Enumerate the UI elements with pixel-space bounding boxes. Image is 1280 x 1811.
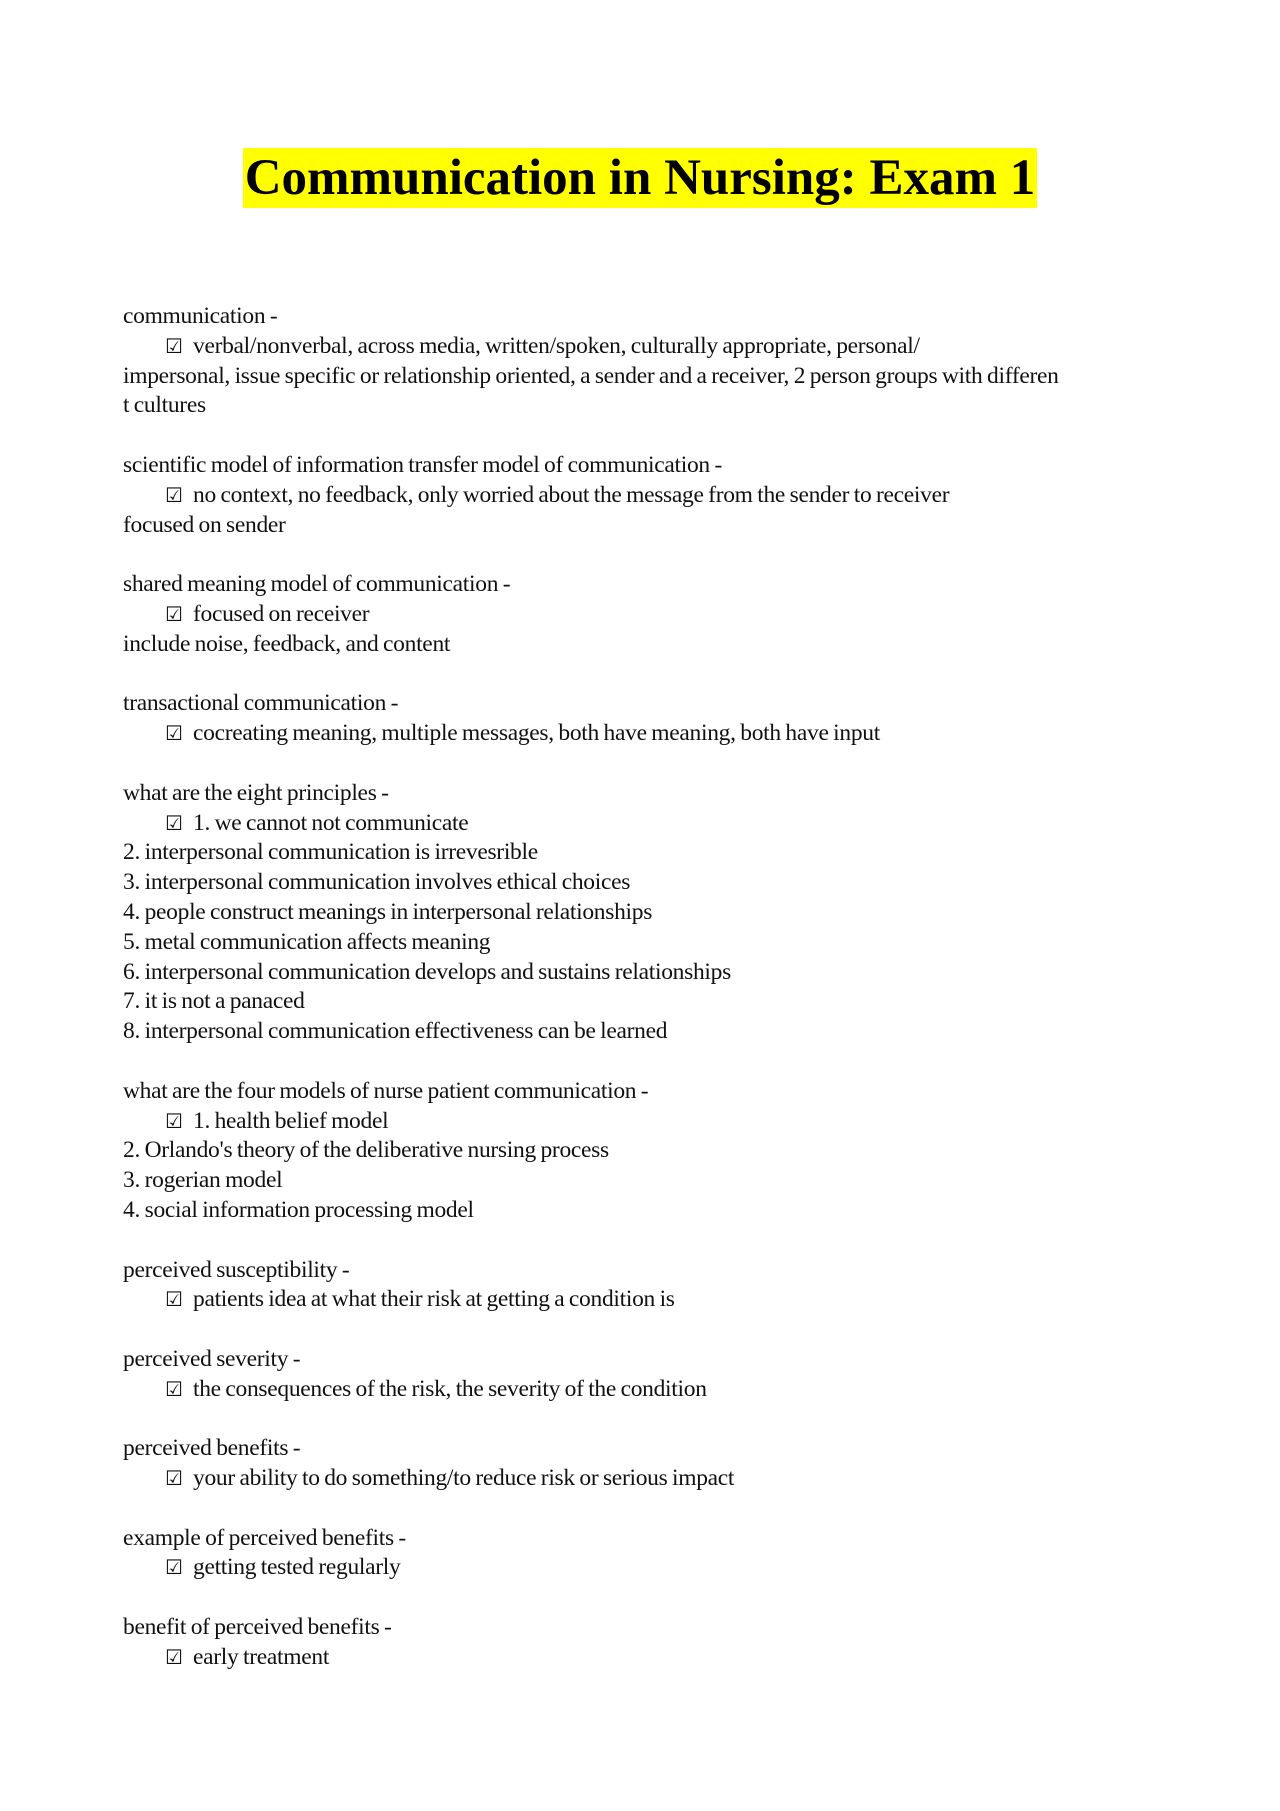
flashcard — [123, 779, 1173, 1047]
checkbox-checked-icon: ☑ — [165, 1555, 183, 1580]
flashcard — [123, 1345, 1173, 1405]
flashcard — [123, 570, 1173, 659]
flashcard-answer-text: no context, no feedback, only worried about the message from the sender to receiver — [193, 481, 950, 508]
flashcard-answer-first-line — [123, 1643, 1173, 1673]
flashcard-answer-text: your ability to do something/to reduce risk or serious impact — [193, 1465, 735, 1492]
flashcard-term: communication - — [123, 303, 278, 329]
flashcard-term: transactional communication - — [123, 690, 399, 717]
flashcard-answer-continuation: 2. interpersonal communication is irrevesrible — [123, 839, 538, 866]
flashcard — [123, 1434, 1173, 1494]
flashcard — [123, 302, 1173, 421]
flashcard — [123, 451, 1173, 540]
checkbox-checked-icon: ☑ — [165, 721, 183, 746]
flashcard — [123, 1613, 1173, 1673]
flashcard-term: scientific model of information transfer model of communication - — [123, 451, 722, 478]
flashcard-term: what are the four models of nurse patient communication - — [123, 1077, 649, 1104]
flashcard-answer-text: 1. we cannot not communicate — [193, 809, 469, 836]
checkbox-checked-icon: ☑ — [165, 601, 183, 626]
flashcard-term: what are the eight principles - — [123, 779, 389, 806]
flashcard — [123, 689, 1173, 749]
flashcard-answer-continuation: focused on sender — [123, 511, 286, 538]
flashcard — [123, 1256, 1173, 1316]
flashcard-term: example of perceived benefits - — [123, 1524, 406, 1551]
checkbox-checked-icon: ☑ — [165, 1108, 183, 1133]
flashcard-term: benefit of perceived benefits - — [123, 1614, 392, 1641]
flashcard-answer-text: getting tested regularly — [193, 1554, 401, 1581]
flashcard-answer-continuation: 7. it is not a panaced — [123, 988, 305, 1015]
checkbox-checked-icon: ☑ — [165, 482, 183, 507]
flashcard-answer-continuation: 6. interpersonal communication develops and sustains relationships — [123, 958, 731, 985]
flashcard-answer-first-line — [123, 600, 1173, 630]
flashcard-answer-first-line — [123, 1375, 1173, 1405]
checkbox-checked-icon: ☑ — [165, 1466, 183, 1491]
flashcard-answer-first-line — [123, 809, 1173, 839]
flashcard-answer-text: patients idea at what their risk at getting a condition is — [193, 1286, 675, 1313]
flashcard-answer-continuation: 3. interpersonal communication involves ethical choices — [123, 869, 631, 896]
flashcard-answer-text: early treatment — [193, 1643, 330, 1670]
checkbox-checked-icon: ☑ — [165, 810, 183, 835]
flashcard-answer-first-line — [123, 1464, 1173, 1494]
flashcard-answer-first-line — [123, 1285, 1173, 1315]
flashcard-answer-text: 1. health belief model — [193, 1107, 389, 1134]
flashcard-answer-first-line — [123, 481, 1173, 511]
flashcard-answer-continuation: t cultures — [123, 392, 206, 419]
flashcard — [123, 1524, 1173, 1584]
title-wrapper — [0, 148, 1280, 208]
flashcard-answer-continuation: impersonal, issue specific or relationship oriented, a sender and a receiver, 2 person groups with differen — [123, 362, 1059, 389]
flashcard-term: shared meaning model of communication - — [123, 571, 511, 598]
flashcard-answer-text: focused on receiver — [193, 600, 370, 627]
checkbox-checked-icon: ☑ — [165, 1376, 183, 1401]
flashcard-term: perceived susceptibility - — [123, 1256, 350, 1283]
flashcard-answer-first-line — [123, 332, 1173, 362]
flashcard-answer-text: verbal/nonverbal, across media, written/spoken, culturally appropriate, personal/ — [193, 332, 920, 359]
flashcard-answer-text: the consequences of the risk, the severity of the condition — [193, 1375, 707, 1402]
flashcard-answer-text: cocreating meaning, multiple messages, both have meaning, both have input — [193, 720, 880, 747]
flashcard-list — [123, 302, 1173, 1702]
flashcard-answer-first-line — [123, 1553, 1173, 1583]
flashcard-answer-continuation: 3. rogerian model — [123, 1167, 283, 1194]
flashcard-answer-continuation: 5. metal communication affects meaning — [123, 928, 491, 955]
checkbox-checked-icon: ☑ — [165, 1644, 183, 1669]
flashcard-answer-continuation: 2. Orlando's theory of the deliberative nursing process — [123, 1137, 609, 1164]
flashcard-answer-first-line — [123, 719, 1173, 749]
flashcard-answer-continuation: 4. social information processing model — [123, 1196, 474, 1223]
flashcard-term: perceived benefits - — [123, 1435, 301, 1462]
page-title: Communication in Nursing: Exam 1 — [244, 150, 1036, 206]
flashcard-answer-continuation: 8. interpersonal communication effectiveness can be learned — [123, 1018, 668, 1045]
flashcard — [123, 1077, 1173, 1226]
flashcard-term: perceived severity - — [123, 1345, 301, 1372]
checkbox-checked-icon: ☑ — [165, 1287, 183, 1312]
flashcard-answer-continuation: include noise, feedback, and content — [123, 630, 451, 657]
flashcard-answer-first-line — [123, 1107, 1173, 1137]
checkbox-checked-icon: ☑ — [165, 333, 183, 358]
flashcard-answer-continuation: 4. people construct meanings in interpersonal relationships — [123, 898, 653, 925]
